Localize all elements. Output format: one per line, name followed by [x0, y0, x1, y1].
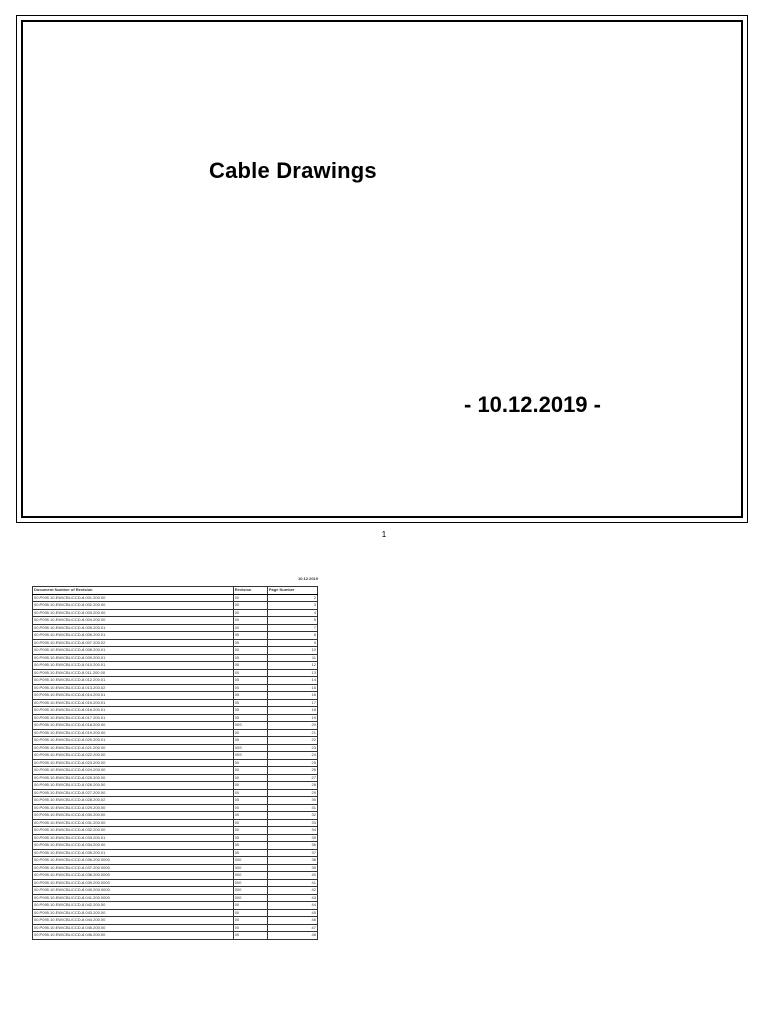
cell-page-number: 16 [267, 692, 317, 700]
cell-document-number: 00.P095.10.EW/CBL/CCD-8.027.200.00 [33, 789, 234, 797]
cell-revision: 05 [233, 707, 267, 715]
table-row [33, 759, 318, 767]
table-row [33, 894, 318, 902]
table-row [33, 789, 318, 797]
index-date: 10.12.2019 [297, 576, 318, 581]
cell-page-number: 39 [267, 864, 317, 872]
cell-document-number: 00.P095.10.EW/CBL/CCD-8.020.200.01 [33, 737, 234, 745]
cell-page-number: 47 [267, 924, 317, 932]
cell-page-number: 27 [267, 774, 317, 782]
cover-frame [21, 20, 743, 518]
cell-document-number: 00.P095.10.EW/CBL/CCD-8.021.200.00 [33, 744, 234, 752]
cell-document-number: 00.P095.10.EW/CBL/CCD-8.002.200.00 [33, 602, 234, 610]
table-row [33, 722, 318, 730]
cell-document-number: 00.P095.10.EW/CBL/CCD-8.007.200.02 [33, 639, 234, 647]
cell-document-number: 00.P095.10.EW/CBL/CCD-8.013.200.02 [33, 684, 234, 692]
table-row [33, 714, 318, 722]
cell-revision: 00S [233, 722, 267, 730]
cell-document-number: 00.P095.10.EW/CBL/CCD-8.043.200.00 [33, 909, 234, 917]
column-header-document: Document Number of Revision [33, 587, 234, 595]
cell-page-number: 19 [267, 714, 317, 722]
cell-revision: 00 [233, 932, 267, 940]
table-row [33, 677, 318, 685]
cell-document-number: 00.P095.10.EW/CBL/CCD-8.040.200.0000 [33, 887, 234, 895]
cover-title: Cable Drawings [209, 158, 377, 183]
cell-page-number: 2 [267, 594, 317, 602]
cell-page-number: 15 [267, 684, 317, 692]
cell-page-number: 9 [267, 639, 317, 647]
table-row [33, 699, 318, 707]
table-row [33, 842, 318, 850]
table-row [33, 647, 318, 655]
column-header-revision: Revision [233, 587, 267, 595]
cell-page-number: 20 [267, 722, 317, 730]
cell-revision: 00 [233, 909, 267, 917]
table-row [33, 767, 318, 775]
cell-document-number: 00.P095.10.EW/CBL/CCD-8.029.200.00 [33, 804, 234, 812]
document-index-table [32, 586, 318, 940]
cell-revision: 05 [233, 714, 267, 722]
table-row [33, 797, 318, 805]
cell-page-number: 25 [267, 759, 317, 767]
cell-document-number: 00.P095.10.EW/CBL/CCD-8.015.200.01 [33, 699, 234, 707]
cell-page-number: 3 [267, 602, 317, 610]
cell-document-number: 00.P095.10.EW/CBL/CCD-8.038.200.0000 [33, 872, 234, 880]
cell-revision: 05 [233, 692, 267, 700]
cell-revision: 000 [233, 857, 267, 865]
cell-page-number: 36 [267, 842, 317, 850]
table-row [33, 609, 318, 617]
cell-page-number: 40 [267, 872, 317, 880]
cell-document-number: 00.P095.10.EW/CBL/CCD-8.036.200.0000 [33, 857, 234, 865]
cell-page-number: 13 [267, 669, 317, 677]
cell-document-number: 00.P095.10.EW/CBL/CCD-8.044.200.00 [33, 917, 234, 925]
table-row [33, 594, 318, 602]
table-row [33, 639, 318, 647]
cell-page-number: 23 [267, 744, 317, 752]
table-body [33, 594, 318, 939]
cell-page-number: 37 [267, 849, 317, 857]
table-row [33, 744, 318, 752]
cell-page-number: 34 [267, 827, 317, 835]
cell-revision: 05 [233, 797, 267, 805]
cell-page-number: 5 [267, 617, 317, 625]
cell-revision: 00 [233, 647, 267, 655]
cell-page-number: 31 [267, 804, 317, 812]
cell-page-number: 35 [267, 834, 317, 842]
cell-document-number: 00.P095.10.EW/CBL/CCD-8.012.200.01 [33, 677, 234, 685]
cell-revision: 05 [233, 639, 267, 647]
cell-revision: 00 [233, 924, 267, 932]
cell-document-number: 00.P095.10.EW/CBL/CCD-8.023.200.00 [33, 759, 234, 767]
cell-document-number: 00.P095.10.EW/CBL/CCD-8.003.200.00 [33, 609, 234, 617]
table-row [33, 632, 318, 640]
table-row [33, 804, 318, 812]
cell-document-number: 00.P095.10.EW/CBL/CCD-8.019.200.00 [33, 729, 234, 737]
cell-document-number: 00.P095.10.EW/CBL/CCD-8.045.200.00 [33, 924, 234, 932]
cover-page [16, 15, 748, 523]
cell-revision: 00 [233, 624, 267, 632]
table-row [33, 909, 318, 917]
cell-document-number: 00.P095.10.EW/CBL/CCD-8.018.200.00 [33, 722, 234, 730]
table-row [33, 737, 318, 745]
table-row [33, 684, 318, 692]
cell-revision: 05 [233, 849, 267, 857]
cell-document-number: 00.P095.10.EW/CBL/CCD-8.022.200.00 [33, 752, 234, 760]
cell-revision: 000 [233, 887, 267, 895]
cell-document-number: 00.P095.10.EW/CBL/CCD-8.042.200.00 [33, 902, 234, 910]
cell-document-number: 00.P095.10.EW/CBL/CCD-8.034.200.00 [33, 842, 234, 850]
cell-page-number: 48 [267, 932, 317, 940]
table-row [33, 624, 318, 632]
cell-page-number: 18 [267, 707, 317, 715]
table-row [33, 827, 318, 835]
cell-page-number: 21 [267, 729, 317, 737]
cell-page-number: 10 [267, 647, 317, 655]
table-row [33, 812, 318, 820]
cell-revision: 00 [233, 759, 267, 767]
cell-revision: 00 [233, 594, 267, 602]
table-row [33, 887, 318, 895]
table-row [33, 669, 318, 677]
cell-revision: 00 [233, 902, 267, 910]
cell-document-number: 00.P095.10.EW/CBL/CCD-8.001.200.00 [33, 594, 234, 602]
cell-page-number: 14 [267, 677, 317, 685]
cell-page-number: 11 [267, 654, 317, 662]
cell-revision: 00 [233, 804, 267, 812]
cell-revision: 00 [233, 917, 267, 925]
cell-document-number: 00.P095.10.EW/CBL/CCD-8.017.200.01 [33, 714, 234, 722]
table-row [33, 729, 318, 737]
page-number: 1 [381, 530, 387, 539]
table-row [33, 917, 318, 925]
cell-revision: 00 [233, 669, 267, 677]
cell-revision: 05 [233, 834, 267, 842]
cell-document-number: 00.P095.10.EW/CBL/CCD-8.016.200.01 [33, 707, 234, 715]
column-header-page-number: Page Number [267, 587, 317, 595]
cell-document-number: 00.P095.10.EW/CBL/CCD-8.039.200.0000 [33, 879, 234, 887]
cell-document-number: 00.P095.10.EW/CBL/CCD-8.008.200.01 [33, 647, 234, 655]
cell-revision: 05 [233, 654, 267, 662]
cell-revision: 00 [233, 684, 267, 692]
cell-revision: 05 [233, 699, 267, 707]
table-row [33, 782, 318, 790]
cell-revision: 00 [233, 782, 267, 790]
cell-page-number: 32 [267, 812, 317, 820]
cell-page-number: 29 [267, 789, 317, 797]
cell-revision: 00 [233, 774, 267, 782]
table-row [33, 662, 318, 670]
cell-revision: 05 [233, 737, 267, 745]
cell-page-number: 28 [267, 782, 317, 790]
table-row [33, 617, 318, 625]
cell-page-number: 46 [267, 917, 317, 925]
cell-revision: 00 [233, 602, 267, 610]
cell-revision: 000 [233, 872, 267, 880]
cell-revision: 00 [233, 827, 267, 835]
cell-revision: 000 [233, 879, 267, 887]
cell-revision: 05 [233, 662, 267, 670]
cover-date: - 10.12.2019 - [464, 392, 601, 417]
cell-page-number: 24 [267, 752, 317, 760]
table-row [33, 602, 318, 610]
cell-revision: 05 [233, 632, 267, 640]
cell-page-number: 43 [267, 894, 317, 902]
cell-document-number: 00.P095.10.EW/CBL/CCD-8.028.200.02 [33, 797, 234, 805]
cell-document-number: 00.P095.10.EW/CBL/CCD-8.006.200.01 [33, 632, 234, 640]
cell-document-number: 00.P095.10.EW/CBL/CCD-8.009.200.01 [33, 654, 234, 662]
cell-revision: 00 [233, 617, 267, 625]
table-row [33, 849, 318, 857]
table-row [33, 819, 318, 827]
cell-document-number: 00.P095.10.EW/CBL/CCD-8.037.200.0000 [33, 864, 234, 872]
cell-revision: 00 [233, 819, 267, 827]
cell-page-number: 42 [267, 887, 317, 895]
table-row [33, 857, 318, 865]
cell-document-number: 00.P095.10.EW/CBL/CCD-8.010.200.01 [33, 662, 234, 670]
cell-document-number: 00.P095.10.EW/CBL/CCD-8.014.200.01 [33, 692, 234, 700]
cell-revision: 000 [233, 864, 267, 872]
cell-page-number: 12 [267, 662, 317, 670]
cell-revision: 05 [233, 842, 267, 850]
cell-page-number: 33 [267, 819, 317, 827]
table-row [33, 834, 318, 842]
cell-document-number: 00.P095.10.EW/CBL/CCD-8.011.200.00 [33, 669, 234, 677]
cell-document-number: 00.P095.10.EW/CBL/CCD-8.046.200.00 [33, 932, 234, 940]
cell-page-number: 22 [267, 737, 317, 745]
cell-revision: 00 [233, 812, 267, 820]
cell-document-number: 00.P095.10.EW/CBL/CCD-8.030.200.00 [33, 812, 234, 820]
cell-page-number: 41 [267, 879, 317, 887]
table-row [33, 654, 318, 662]
cell-document-number: 00.P095.10.EW/CBL/CCD-8.004.200.00 [33, 617, 234, 625]
cell-document-number: 00.P095.10.EW/CBL/CCD-8.026.200.00 [33, 782, 234, 790]
cell-document-number: 00.P095.10.EW/CBL/CCD-8.035.200.01 [33, 849, 234, 857]
table-row [33, 752, 318, 760]
table-row [33, 932, 318, 940]
cell-revision: 00S [233, 752, 267, 760]
cell-document-number: 00.P095.10.EW/CBL/CCD-8.041.200.0000 [33, 894, 234, 902]
cell-page-number: 30 [267, 797, 317, 805]
cell-page-number: 8 [267, 632, 317, 640]
cell-document-number: 00.P095.10.EW/CBL/CCD-8.025.200.00 [33, 774, 234, 782]
cell-revision: 00 [233, 729, 267, 737]
cell-page-number: 26 [267, 767, 317, 775]
cell-revision: 00S [233, 744, 267, 752]
cell-page-number: 45 [267, 909, 317, 917]
cell-revision: 00 [233, 767, 267, 775]
cell-page-number: 17 [267, 699, 317, 707]
cell-document-number: 00.P095.10.EW/CBL/CCD-8.031.200.00 [33, 819, 234, 827]
cell-page-number: 4 [267, 609, 317, 617]
cell-page-number: 7 [267, 624, 317, 632]
table-row [33, 902, 318, 910]
table-header-row [33, 587, 318, 595]
cell-document-number: 00.P095.10.EW/CBL/CCD-8.005.200.01 [33, 624, 234, 632]
table-row [33, 924, 318, 932]
cell-document-number: 00.P095.10.EW/CBL/CCD-8.032.200.00 [33, 827, 234, 835]
cell-revision: 00 [233, 789, 267, 797]
table-row [33, 774, 318, 782]
table-row [33, 872, 318, 880]
cell-revision: 00 [233, 609, 267, 617]
cell-document-number: 00.P095.10.EW/CBL/CCD-8.024.200.00 [33, 767, 234, 775]
cell-page-number: 44 [267, 902, 317, 910]
table-row [33, 879, 318, 887]
cell-revision: 000 [233, 894, 267, 902]
table-row [33, 707, 318, 715]
cell-document-number: 00.P095.10.EW/CBL/CCD-8.033.200.01 [33, 834, 234, 842]
table-row [33, 864, 318, 872]
cell-page-number: 38 [267, 857, 317, 865]
table-row [33, 692, 318, 700]
cell-revision: 05 [233, 677, 267, 685]
